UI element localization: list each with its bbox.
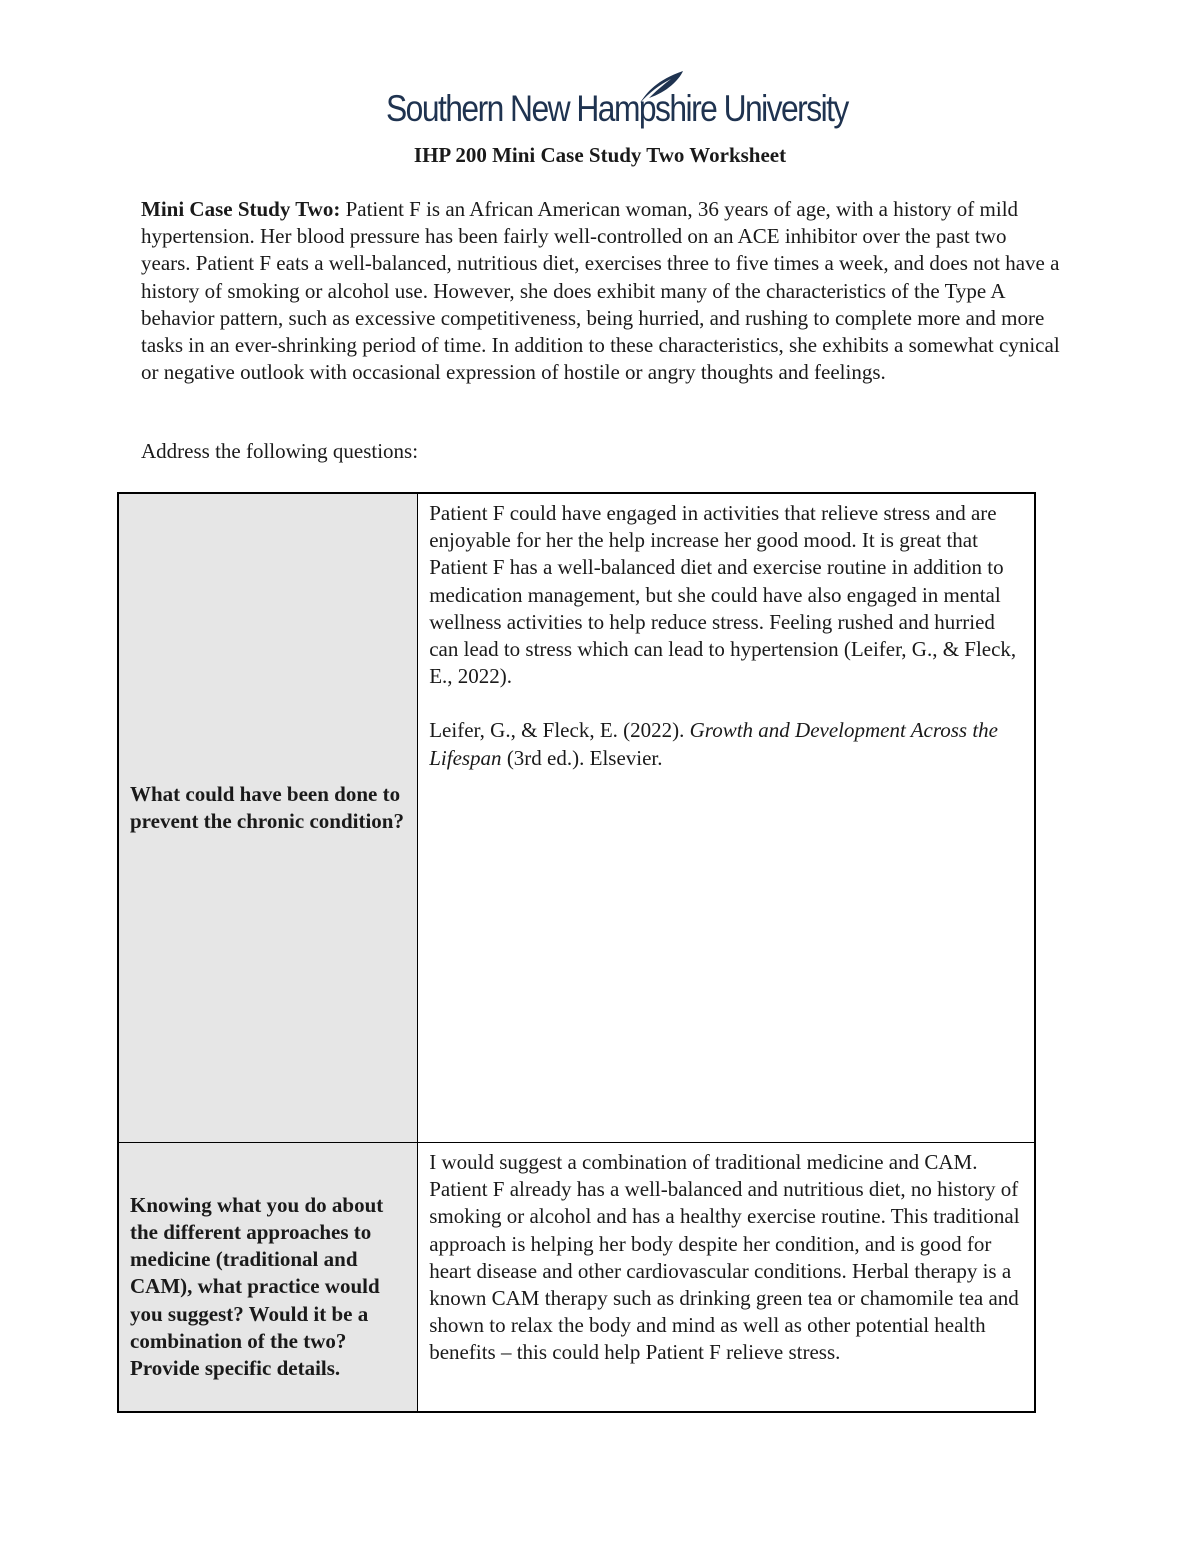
logo-text: Southern New Hampshire University — [386, 88, 848, 129]
question-text: Knowing what you do about the different approaches to medicine (traditional and CAM), what practice would you suggest? Would it be a combination of the two? Provide specific details. — [130, 1192, 384, 1380]
case-study-text: Patient F is an African American woman, 36 years of age, with a history of mild hypertension. Her blood pressure has been fairly well-controlled on an ACE inhibitor over the past two years. Patient F eats a well-balanced, nutritious diet, exercises three to five times a week, and does not have a history of smoking or alcohol use. However, she does exhibit many of the characteristics of the Type A behavior pattern, such as excessive competitiveness, being hurried, and rushing to complete more and more tasks in an ever-shrinking period of time. In addition to these characteristics, she exhibits a somewhat cynical or negative outlook with occasional expression of hostile or angry thoughts and feelings. — [141, 197, 1060, 385]
case-study-intro — [141, 196, 1061, 386]
university-logo — [386, 70, 848, 134]
answer-text: Patient F could have engaged in activities that relieve stress and are enjoyable for her the help increase her good mood. It is great that Patient F has a well-balanced diet and exercise routine in addition to medication management, but she could have also engaged in mental wellness activities to help reduce stress. Feeling rushed and hurried can lead to stress which can lead to hypertension (Leifer, G., & Fleck, E., 2022). — [429, 501, 1017, 689]
answer-text: I would suggest a combination of traditional medicine and CAM. Patient F already has a well-balanced and nutritious diet, no history of smoking or alcohol and has a healthy exercise routine. This traditional approach is helping her body despite her condition, and is good for heart disease and other cardiovascular conditions. Herbal therapy is a known CAM therapy such as drinking green tea or chamomile tea and shown to relax the body and mind as well as other potential health benefits – this could help Patient F relieve stress. — [429, 1150, 1020, 1365]
reference-authors: Leifer, G., & Fleck, E. (2022). — [429, 718, 685, 743]
reference-edition: (3rd ed.). Elsevier. — [506, 745, 663, 770]
answer-cell — [418, 493, 1035, 1143]
document-title: IHP 200 Mini Case Study Two Worksheet — [413, 143, 787, 167]
question-text: What could have been done to prevent the chronic condition? — [130, 781, 404, 833]
table-row — [118, 493, 1035, 1143]
case-study-label: Mini Case Study Two: — [141, 197, 341, 221]
table-row — [118, 1143, 1035, 1413]
answer-cell — [418, 1143, 1035, 1413]
reference-title: Growth and Development Across the Lifespan — [429, 718, 998, 770]
leaf-logo-icon — [637, 70, 687, 104]
question-cell — [118, 1143, 418, 1413]
qa-table — [117, 492, 1036, 1413]
instructions: Address the following questions: — [141, 439, 419, 463]
question-cell — [118, 493, 418, 1143]
reference-citation — [429, 717, 1024, 771]
